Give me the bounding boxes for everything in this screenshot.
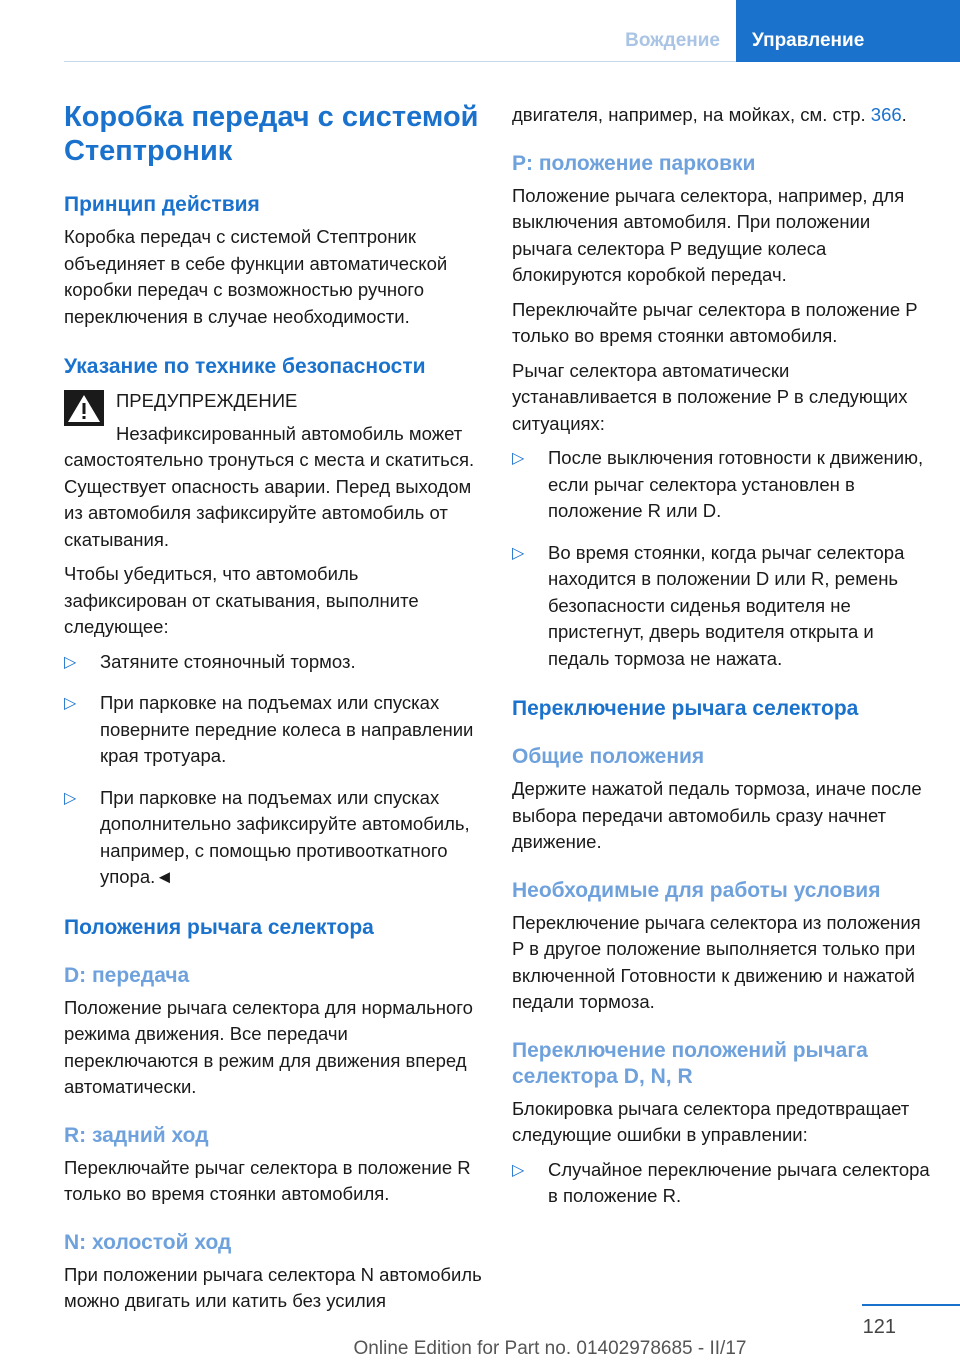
footer-rule <box>862 1304 960 1306</box>
p-heading: P: положение парковки <box>512 151 756 175</box>
triangle-right-icon: ▷ <box>512 450 525 467</box>
n-heading: N: холостой ход <box>64 1230 232 1254</box>
dnr-heading: Переключение положений рычага селектора D, N, R <box>512 1038 868 1088</box>
ensure-list <box>64 649 484 891</box>
r-text: Переключайте рычаг селектора в положение R только во время стоянки автомобиля. <box>64 1156 471 1204</box>
list-item: ▷ Во время стоянки, когда рычаг селектора находится в положении D или R, ремень безопасности сиденья водителя не пристегнут, дверь водителя открыта и педаль тормоза не нажата. <box>512 541 905 669</box>
conditions-heading: Необходимые для работы условия <box>512 878 881 902</box>
p-list <box>512 445 932 672</box>
left-column <box>64 100 484 1323</box>
n-text: При положении рычага селектора N автомобиль можно двигать или катить без усилия <box>64 1263 482 1311</box>
general-text: Держите нажатой педаль тормоза, иначе после выбора передачи автомобиль сразу начнет движение. <box>512 778 922 852</box>
list-item: ▷ После выключения готовности к движению, если рычаг селектора установлен в положение R или D. <box>512 447 924 521</box>
tab-controls[interactable]: Управление <box>736 0 960 62</box>
triangle-right-icon: ▷ <box>64 653 77 671</box>
list-item: ▷ При парковке на подъемах или спусках поверните передние колеса в направлении края тротуара. <box>64 692 474 766</box>
safety-heading: Указание по технике безопасности <box>64 355 426 378</box>
tab-driving[interactable]: Вождение <box>625 30 720 51</box>
warning-block <box>64 388 484 553</box>
ensure-text: Чтобы убедиться, что автомобиль зафиксирован от скатывания, выполните следующее: <box>64 563 419 637</box>
principle-text: Коробка передач с системой Стептроник объединяет в себе функции автоматической коробки передач с возможностью ручного переключения в случае необходимости. <box>64 226 448 327</box>
page-link[interactable]: 366 <box>870 104 902 125</box>
triangle-right-icon: ▷ <box>512 1161 525 1179</box>
conditions-text: Переключение рычага селектора из положения P в другое положение выполняется только при включенной Готовности к движению и нажатой педали тормоза. <box>512 911 921 1012</box>
positions-heading: Положения рычага селектора <box>64 915 374 939</box>
p-text-3: Рычаг селектора автоматически устанавливается в положение P в следующих ситуациях: <box>512 359 908 434</box>
triangle-right-icon: ▷ <box>512 544 525 562</box>
principle-heading: Принцип действия <box>64 193 260 216</box>
continued-text: двигателя, например, на мойках, см. стр. 366. <box>512 104 907 125</box>
d-heading: D: передача <box>64 963 190 987</box>
warning-title: ПРЕДУПРЕЖДЕНИЕ <box>116 390 298 411</box>
right-column <box>512 102 932 1225</box>
d-text: Положение рычага селектора для нормального режима движения. Все передачи переключаются в режим для движения вперед автоматически. <box>64 996 473 1097</box>
triangle-right-icon: ▷ <box>64 695 77 712</box>
dnr-list <box>512 1157 932 1210</box>
edition-note: Online Edition for Part no. 01402978685 - II/17 <box>353 1338 747 1359</box>
triangle-right-icon: ▷ <box>64 789 77 807</box>
warning-text: Незафиксированный автомобиль может самостоятельно тронуться с места и скатиться. Существует опасность аварии. Перед выходом из автомобиля зафиксируйте автомобиль от скатывания. <box>64 422 475 550</box>
list-item: ▷ Случайное переключение рычага селектора в положение R. <box>512 1158 930 1206</box>
r-heading: R: задний ход <box>64 1123 209 1147</box>
dnr-text: Блокировка рычага селектора предотвращает следующие ошибки в управлении: <box>512 1097 910 1145</box>
page-title: Коробка передач с системой Стептроник <box>64 101 479 167</box>
list-item: ▷ При парковке на подъемах или спусках дополнительно зафиксируйте автомобиль, например, с помощью противооткатного упора.◄ <box>64 786 470 887</box>
switch-heading: Переключение рычага селектора <box>512 697 859 720</box>
page-number: 121 <box>862 1316 896 1338</box>
general-heading: Общие положения <box>512 745 705 768</box>
p-text-2: Переключайте рычаг селектора в положение P только во время стоянки автомобиля. <box>512 298 918 346</box>
warning-triangle-icon <box>64 390 104 426</box>
list-item: ▷ Затяните стояночный тормоз. <box>64 649 484 676</box>
page-header <box>0 0 960 62</box>
p-text-1: Положение рычага селектора, например, для выключения автомобиля. При положении рычага селектора P ведущие колеса блокируются коробкой передач. <box>512 184 905 285</box>
